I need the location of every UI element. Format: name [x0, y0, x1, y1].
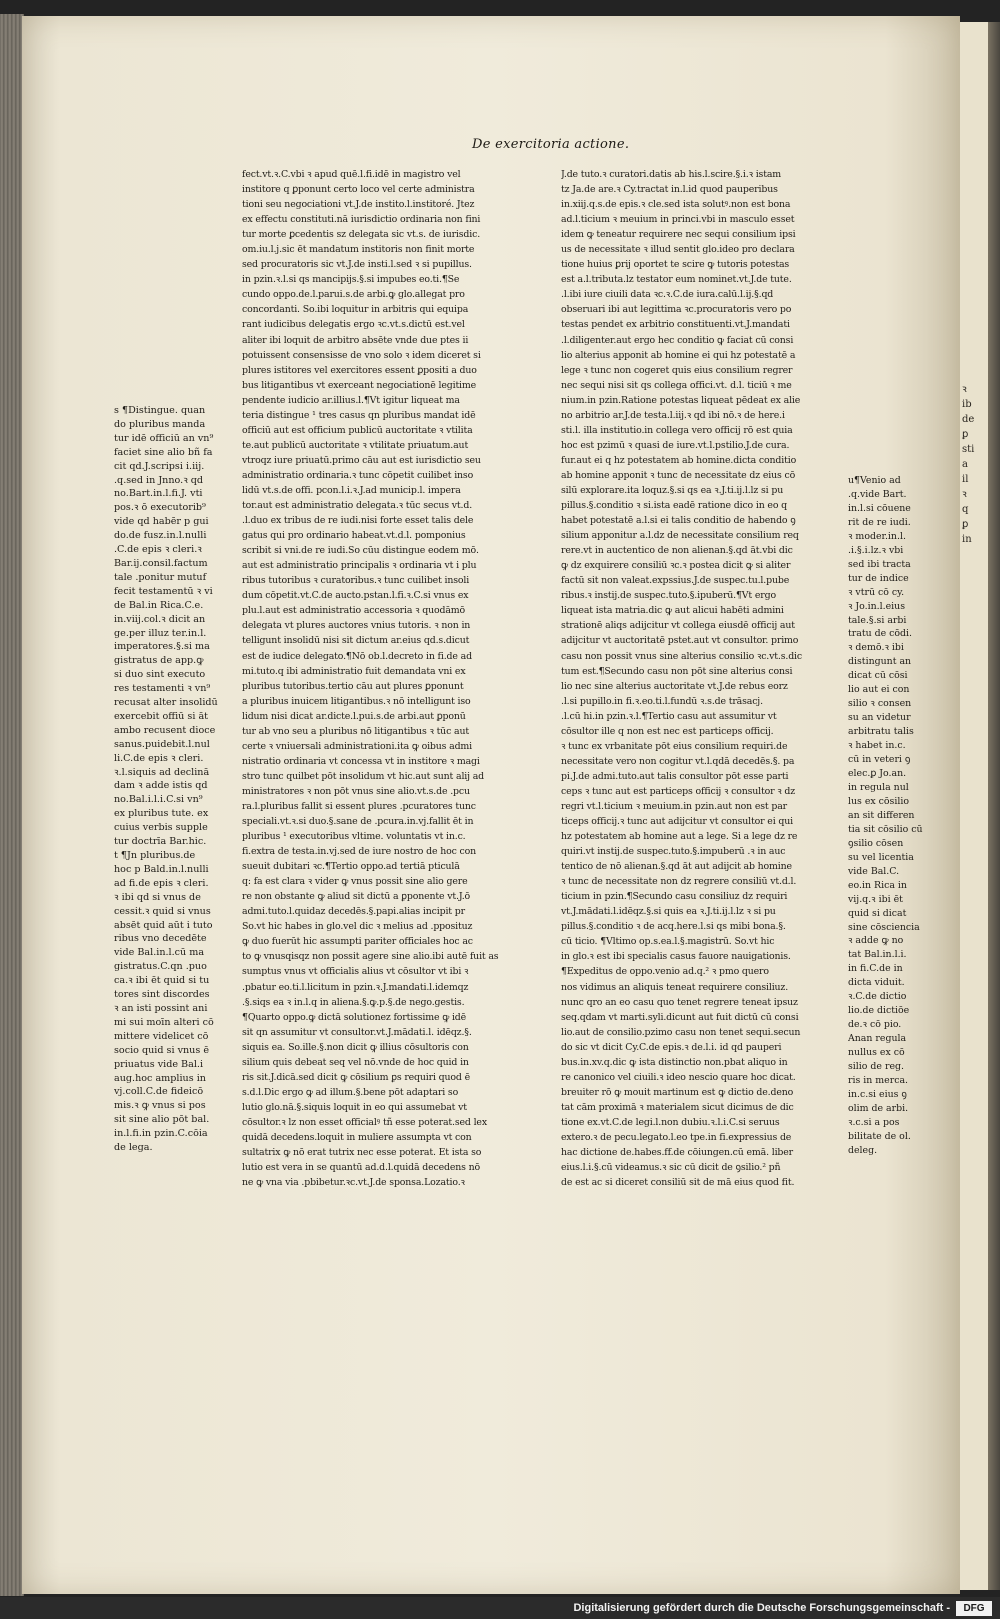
text-line: est a.l.tributa.lz testator eum nominet.vt.J.de tute.	[561, 274, 792, 286]
text-line: Bar.ij.consil.factum	[114, 557, 208, 569]
text-line: pos.ꝛ ō executorib⁹	[114, 502, 206, 514]
text-line: exercebit offiū si āt	[114, 710, 209, 722]
text-line: re non obstante ꝙ aliud sit dictū a ꝑponente vt.J.ō	[242, 891, 471, 903]
text-line: sit sine alio pōt bal.	[114, 1114, 210, 1126]
text-line: .i.§.i.lz.ꝛ vbi	[848, 544, 904, 556]
text-line: Anan regula	[848, 1033, 907, 1045]
text-line: silio de reg.	[848, 1061, 904, 1073]
text-line: J.de tuto.ꝛ curatori.datis ab his.l.scire.§.i.ꝛ istam	[561, 169, 781, 180]
text-line: do pluribus manda	[114, 418, 206, 430]
text-line: ticium in pzin.¶Secundo casu consiliuz dz requiri	[561, 891, 788, 903]
text-line: silium quis debeat seq vel nō.vnde de hoc quid in	[242, 1056, 469, 1068]
text-line: sumptus vnus vt officialis alius vt cōsultor vt ibi ꝛ	[242, 966, 469, 978]
text-line: eo.in Rica in	[848, 879, 907, 891]
text-line: siquis ea. So.ille.§.non dicit ꝙ illius cōsultoris con	[242, 1041, 469, 1053]
text-line: lus ex cōsilio	[848, 795, 909, 807]
text-line: arbitratu talis	[848, 726, 914, 738]
text-line: lege ꝛ tunc non cogeret quis eius consilium regrer	[561, 364, 793, 376]
text-line: in.l.fi.in pzin.C.cōia	[114, 1128, 208, 1140]
next-page-fragment: ib	[962, 399, 972, 410]
text-column-a	[242, 167, 542, 1190]
text-line: lio aut ei con	[848, 684, 910, 696]
text-line: mi sui moīn alteri cō	[114, 1016, 214, 1028]
text-line: dam ꝛ adde istis qd	[114, 780, 208, 792]
text-line: do.de fusz.in.l.nulli	[114, 530, 207, 542]
text-line: scribit si vni.de re iudi.So cūu distingue eodem mō.	[242, 545, 479, 557]
text-line: aug.hoc amplius in	[114, 1072, 206, 1084]
text-line: mis.ꝛ ꝙ vnus si pos	[114, 1100, 206, 1112]
text-line: ꝛ.C.de dictio	[848, 991, 907, 1003]
text-line: aliter ibi loquit de arbitro absēte vnde due ptes ii	[242, 334, 469, 346]
text-line: officiū aut est officium publicū auctoritate ꝛ vtilita	[242, 424, 473, 436]
text-line: obseruari ibi aut legittima ꝛc.procuratoris vero po	[561, 304, 792, 316]
text-line: vij.q.ꝛ ibi ēt	[848, 893, 903, 905]
text-line: ꝙ duo fuerūt hic assumpti pariter officiales hoc ac	[242, 936, 473, 948]
next-page-fragment: q	[962, 504, 969, 515]
text-line: .q.vide Bart.	[848, 488, 907, 500]
text-line: ministratores ꝛ non pōt vnus sine alio.vt.s.de .pcu	[242, 785, 470, 797]
text-line: de.ꝛ cō pio.	[848, 1019, 902, 1031]
text-line: cōsultor ille q non est nec est particeps officij.	[561, 725, 774, 737]
text-line: hac dictione de.habes.ff.de cōiungen.cū emā. liber	[561, 1147, 794, 1159]
text-line: ꝛ ibi qd si vnus de	[114, 891, 201, 903]
text-line: ꝛ tunc de necessitate non dz regrere consiliū vt.d.l.	[561, 876, 797, 888]
text-line: fecit testamentū ꝛ vi	[114, 585, 213, 597]
text-line: testas pendet ex arbitrio constituenti.vt.J.mandati	[561, 319, 790, 331]
text-line: admi.tuto.l.quidaz decedēs.§.papi.alias incipit pr	[242, 906, 465, 918]
dfg-logo: DFG	[956, 1601, 992, 1616]
text-line: tia sit cōsilio cū	[848, 823, 923, 835]
text-line: .§.siqs ea ꝛ in.l.q in aliena.§.ꝙ.p.§.de nego.gestis.	[242, 996, 465, 1008]
text-line: imperatores.§.si ma	[114, 641, 210, 653]
text-line: .l.diligenter.aut ergo hec conditio ꝙ faciat cū consi	[561, 334, 794, 346]
text-line: tur de indice	[848, 572, 909, 584]
text-line: q: fa est clara ꝛ vider ꝙ vnus possit sine alio gere	[242, 876, 468, 888]
text-line: lutio glo.nā.§.siquis loquit in eo qui assumebat vt	[242, 1101, 467, 1113]
text-line: tur ab vno seu a pluribus nō litigantibus ꝛ tūc aut	[242, 725, 469, 737]
text-line: adijcitur vt auctoritatē pstet.aut vt consultor. primo	[561, 635, 799, 647]
text-line: faciet sine alio bñ fa	[114, 446, 213, 458]
text-line: .l.ibi iure ciuili data ꝛc.ꝛ.C.de iura.calū.l.ij.§.qd	[561, 289, 774, 301]
text-line: t ¶Jn pluribus.de	[114, 850, 196, 861]
text-line: sed procuratoris sic vt.J.de insti.l.sed ꝛ si pupillus.	[242, 259, 472, 271]
text-line: tur idē officiū an vn⁹	[114, 432, 214, 444]
text-line: us de necessitate ꝛ illud sentit glo.ideo pro declara	[561, 244, 795, 256]
text-line: ris sit.J.dicā.sed dicit ꝙ cōsilium ꝑs requiri quod ē	[242, 1071, 470, 1083]
text-line: lio alterius apponit ab homine ei qui hz potestatē a	[561, 349, 796, 361]
text-line: nistratio ordinaria vt concessa vt in institore ꝛ magi	[242, 755, 480, 767]
text-line: sine cōsciencia	[848, 921, 920, 933]
text-line: su vel licentia	[848, 851, 914, 863]
text-line: ¶Quarto oppo.ꝙ dictā solutionez fortissime ꝙ idē	[242, 1011, 467, 1023]
text-line: gatus qui pro ordinario habeat.vt.d.l. pomponius	[242, 530, 466, 542]
text-line: ꝛ moder.in.l.	[848, 530, 906, 542]
text-line: lidum nisi dicat ar.dicte.l.pui.s.de arbi.aut ꝑponū	[242, 710, 466, 722]
text-line: vtroqz iure priuatū.primo cāu aut est iurisdictio seu	[242, 454, 481, 466]
text-line: vide qd habēr p gui	[114, 516, 209, 528]
running-title: De exercitoria actione.	[472, 137, 630, 152]
text-line: ra.l.pluribus fallit si essent plures .pcuratores tunc	[242, 800, 476, 812]
book-edge-left	[0, 14, 24, 1596]
text-line: vide Bal.C.	[848, 865, 900, 877]
text-line: socio quid si vnus ē	[114, 1044, 210, 1056]
text-line: recusat alter insolidū	[114, 697, 218, 709]
text-line: li.C.de epis ꝛ cleri.	[114, 752, 204, 764]
text-line: dicta viduit.	[848, 977, 905, 989]
text-line: habet potestatē a.l.si ei talis conditio de habendo ꝯ	[561, 515, 796, 527]
text-line: cū in veteri ꝯ	[848, 754, 911, 766]
text-line: tur morte ꝑcedentis sz delegata sic vt.s. de iurisdic.	[242, 229, 481, 241]
text-line: fur.aut ei q hz potestatem ab homine.dicta conditio	[561, 454, 797, 466]
text-line: regri vt.l.ticium ꝛ meuium.in pzin.aut non est par	[561, 800, 787, 812]
text-line: seq.qdam vt marti.syli.dicunt aut fuit dictū cū consi	[561, 1011, 799, 1023]
text-line: rit de re iudi.	[848, 516, 911, 528]
next-page-fragment: ꝛ	[962, 489, 967, 500]
right-margin-gloss	[848, 474, 956, 1158]
text-line: su an videtur	[848, 712, 911, 724]
text-line: ribus.ꝛ instij.de suspec.tuto.§.ipuberū.¶Vt ergo	[561, 590, 776, 602]
text-line: olim de arbi.	[848, 1102, 909, 1114]
text-line: si duo sint executo	[114, 669, 206, 681]
text-line: ꝛ vtrū cō cy.	[848, 586, 905, 598]
text-line: in.viij.col.ꝛ dicit an	[114, 613, 206, 625]
text-line: ab homine apponit ꝛ tunc de necessitate dz eius cō	[561, 469, 796, 481]
text-line: nullus ex cō	[848, 1047, 905, 1059]
text-line: ꝛ.l.siquis ad declinā	[114, 766, 210, 778]
text-line: mittere videlicet cō	[114, 1030, 209, 1042]
next-page-fragment: ꝛ	[962, 384, 967, 395]
text-line: lio.aut de consilio.pzimo casu non tenet sequi.secun	[561, 1026, 801, 1038]
text-line: .pbatur eo.ti.l.licitum in pzin.ꝛ.J.mandati.l.idemqz	[242, 981, 469, 993]
text-line: sti.l. illa institutio.in collega vero officij rō est quia	[561, 424, 793, 436]
next-page-fragment: sti	[962, 444, 975, 455]
text-line: lio nec sine alterius auctoritate vt.J.de rebus eorz	[561, 680, 788, 692]
next-page-fragment: a	[962, 459, 968, 470]
text-line: sit qn assumitur vt consultor.vt.J.mādati.l. idēqz.§.	[242, 1026, 472, 1038]
text-line: tioni seu negociationi vt.J.de instito.l.institoré. Jtez	[242, 199, 475, 211]
text-line: de Bal.in Rica.C.e.	[114, 599, 204, 611]
text-line: ambo recusent dioce	[114, 724, 216, 736]
next-page-margin	[958, 22, 988, 1590]
text-line: eius.l.i.§.cū videamus.ꝛ sic cū dicit de ꝯsilio.² pñ	[561, 1162, 781, 1174]
text-line: ꝙ dz exquirere consiliū ꝛc.ꝛ postea dicit ꝙ si aliter	[561, 560, 791, 572]
text-line: potuissent consensisse de vno solo ꝛ idem diceret si	[242, 349, 481, 361]
text-line: .q.sed in Jnno.ꝛ qd	[114, 474, 204, 486]
text-line: bilitate de ol.	[848, 1130, 911, 1142]
text-line: plu.l.aut est administratio accessoria ꝛ quodāmō	[242, 605, 466, 617]
text-line: gistratus.C.qn .puo	[114, 961, 207, 973]
text-line: ¶Expeditus de oppo.venio ad.q.² ꝛ pmo quero	[561, 966, 769, 978]
next-page-fragment: il	[962, 474, 969, 485]
text-line: nium.in pzin.Ratione potestas liqueat pēdeat ex alie	[561, 394, 801, 406]
text-line: tat Bal.in.l.i.	[848, 949, 907, 961]
text-line: deleg.	[848, 1144, 878, 1156]
text-line: ad fi.de epis ꝛ cleri.	[114, 877, 209, 889]
left-margin-gloss	[114, 404, 232, 1155]
text-line: cit qd.J.scripsi i.iij.	[114, 460, 205, 472]
text-line: silium apponitur a.l.dz de necessitate consilium req	[561, 530, 799, 542]
text-line: ꝛ adde ꝙ no	[848, 935, 904, 947]
text-line: nos vidimus an aliquis teneat requirere consiliuz.	[561, 981, 789, 993]
text-line: ris in merca.	[848, 1074, 909, 1086]
text-line: hoc est pzimū ꝛ quasi de iure.vt.l.pstilio.J.de cura.	[561, 439, 790, 451]
footer-credit: Digitalisierung gefördert durch die Deutsche Forschungsgemeinschaft -	[573, 1602, 950, 1614]
text-line: ꝛ an isti possint ani	[114, 1002, 208, 1014]
text-line: casu non possit vnus sine alterius consilio ꝛc.vt.s.dic	[561, 650, 803, 662]
next-page-fragment: ꝑ	[962, 519, 969, 530]
text-line: in fi.C.de in	[848, 963, 903, 975]
text-line: liqueat ista matria.dic ꝙ aut alicui habēti admini	[561, 605, 784, 617]
text-line: distingunt an	[848, 656, 912, 668]
text-line: sanus.puidebit.l.nul	[114, 738, 210, 750]
text-line: administratio ordinaria.ꝛ tunc cōpetit cuilibet inso	[242, 469, 474, 481]
text-line: vj.coll.C.de fideicō	[114, 1086, 204, 1098]
text-line: res testamenti ꝛ vn⁹	[114, 683, 211, 695]
text-line: no arbitrio ar.J.de testa.l.iij.ꝛ qd ibi nō.ꝛ de here.i	[561, 409, 785, 421]
text-line: s.d.l.Dic ergo ꝙ ad illum.§.bene pōt adaptari so	[242, 1086, 459, 1098]
text-line: speciali.vt.ꝛ.si duo.§.sane de .pcura.in.vj.fallit ēt in	[242, 816, 474, 828]
text-line: quidā decedens.loquit in muliere assumpta vt con	[242, 1132, 472, 1143]
text-line: lidū vt.s.de offi. pcon.l.i.ꝛ.J.ad municip.l. impera	[242, 484, 461, 496]
text-line: lutio est vera in se quantū ad.d.l.quidā decedens nō	[242, 1162, 480, 1174]
text-line: tor.aut est administratio delegata.ꝛ tūc secus vt.d.	[242, 500, 473, 512]
text-line: cundo oppo.de.l.parui.s.de arbi.ꝙ glo.allegat pro	[242, 289, 465, 301]
text-line: telligunt insolidū nisi sit dictum ar.eius qd.s.dicut	[242, 635, 470, 647]
text-line: de lega.	[114, 1142, 153, 1154]
text-line: elec.ꝑ Jo.an.	[848, 768, 907, 780]
text-line: fect.vt.ꝛ.C.vbi ꝛ apud quē.l.fi.idē in magistro vel	[242, 169, 461, 180]
text-line: delegata vt plures auctores vnius tutoris. ꝛ non in	[242, 620, 471, 632]
text-line: ticeps officij.ꝛ tunc aut adijcitur vt consultor ei qui	[561, 816, 793, 828]
text-line: cessit.ꝛ quid si vnus	[114, 905, 211, 917]
text-line: tione ex.vt.C.de legi.l.non dubiu.ꝛ.l.i.C.si seruus	[561, 1116, 780, 1128]
text-line: pillus.§.conditio ꝛ de acq.here.l.si qs mibi bona.§.	[561, 921, 786, 933]
text-column-b	[561, 167, 861, 1190]
text-line: silio ꝛ consen	[848, 698, 912, 710]
text-line: tale .ponitur mutuf	[114, 571, 207, 583]
text-line: necessitate vero non cogitur vt.l.qdā decedēs.§. pa	[561, 755, 795, 767]
text-line: aut est administratio principalis ꝛ ordinaria vt i plu	[242, 560, 477, 572]
text-line: fi.extra de testa.in.vj.sed de iure nostro de hoc con	[242, 846, 477, 858]
text-line: an sit differen	[848, 809, 915, 821]
text-line: plures istitores vel exercitores essent ꝑpositi a duo	[242, 364, 477, 376]
text-line: tentico de nō alienan.§.qd āt aut adijcit ab homine	[561, 861, 792, 873]
text-line: sed ibi tracta	[848, 558, 911, 570]
text-line: breuiter rō ꝙ mouit martinum est ꝙ dictio de.deno	[561, 1086, 794, 1098]
text-line: tz Ja.de are.ꝛ Cy.tractat in.l.id quod pauperibus	[561, 184, 778, 196]
text-line: cōsultor.ꝛ lz non esset officialꝰ tñ esse poterat.sed lex	[242, 1116, 487, 1128]
text-line: tratu de cōdi.	[848, 628, 913, 640]
text-line: tale.§.si arbi	[848, 614, 907, 626]
text-line: quiri.vt instij.de suspec.tuto.§.impuberū .ꝛ in auc	[561, 846, 786, 858]
text-line: tur doctrīa Bar.hic.	[114, 836, 207, 848]
text-line: cuius verbis supple	[114, 822, 208, 834]
text-line: lio.de dictiōe	[848, 1005, 910, 1017]
text-line: silū explorare.ita loquz.§.si qs ea ꝛ.J.ti.ij.l.lz si pu	[561, 484, 784, 496]
text-line: pillus.§.conditio ꝛ si.ista eadē ratione dico in eo q	[561, 500, 788, 512]
text-line: ad.l.ticium ꝛ meuium in princi.vbi in masculo esset	[561, 214, 795, 226]
text-line: ꝛ demō.ꝛ ibi	[848, 642, 904, 654]
text-line: est de iudice delegato.¶Nō ob.l.decreto in fi.de ad	[242, 650, 472, 662]
text-line: idem ꝙ teneatur requirere nec sequi consilium ipsi	[561, 229, 796, 241]
text-line: sueuit dubitari ꝛc.¶Tertio oppo.ad tertiā pticulā	[242, 861, 460, 873]
text-line: a pluribus inuicem litigantibus.ꝛ nō intelligunt iso	[242, 695, 471, 707]
text-line: dum cōpetit.vt.C.de aucto.pstan.l.fi.ꝛ.C.si vnus ex	[242, 590, 469, 602]
text-line: hz potestatem ab homine aut a lege. Si a lege dz re	[561, 831, 798, 843]
text-line: extero.ꝛ de pecu.legato.l.eo tpe.in fi.expressius de	[561, 1132, 792, 1143]
text-line: to ꝙ vnusqisqz non possit agere sine alio.ibi autē fuit as	[242, 951, 499, 963]
text-line: tat cām proximā ꝛ materialem sicut dicimus de dic	[561, 1101, 794, 1113]
text-line: dicat cū cōsi	[848, 670, 908, 682]
text-line: ceps ꝛ tunc aut est particeps officij ꝛ consultor ꝛ dz	[561, 785, 796, 797]
text-line: no.Bal.i.l.i.C.si vn⁹	[114, 794, 203, 806]
text-line: ge.per illuz ter.in.l.	[114, 627, 207, 639]
text-line: .l.cū hi.in pzin.ꝛ.l.¶Tertio casu aut assumitur vt	[561, 710, 777, 722]
text-line: stro tunc quilbet pōt insolidum vt hic.aut sunt alij ad	[242, 770, 485, 782]
text-line: re canonico vel ciuili.ꝛ ideo nescio quare hoc dicat.	[561, 1071, 796, 1083]
text-line: So.vt hic habes in glo.vel dic ꝛ melius ad .pposituz	[242, 921, 473, 933]
next-page-fragment: ꝑ	[962, 429, 969, 440]
text-line: .C.de epis ꝛ cleri.ꝛ	[114, 544, 202, 556]
text-line: strationē aliqs adijcitur vt collega eiusdē officij aut	[561, 620, 795, 632]
text-line: no.Bart.in.l.fi.J. vti	[114, 488, 203, 500]
text-line: factū sit non valeat.expssius.J.de suspec.tu.l.pube	[561, 575, 790, 587]
next-page-fragment: in	[962, 534, 972, 545]
text-line: institore q ꝑponunt certo loco vel certe administra	[242, 184, 475, 196]
text-line: sultatrix ꝙ nō erat tutrix nec esse poterat. Et ista so	[242, 1147, 482, 1159]
text-line: in.c.si eius ꝯ	[848, 1088, 907, 1100]
text-line: ꝛ habet in.c.	[848, 740, 906, 752]
text-line: pendente iudicio ar.illius.l.¶Vt igitur liqueat ma	[242, 394, 460, 406]
text-line: absēt quid aūt i tuto	[114, 919, 213, 931]
text-line: bus.in.xv.q.dic ꝙ ista distinctio non.pbat aliquo in	[561, 1056, 788, 1068]
text-line: te.aut publicū auctoritate ꝛ vtilitate priuatum.aut	[242, 439, 469, 451]
text-line: in.l.si cōuene	[848, 502, 911, 514]
text-line: vide Bal.in.l.cū ma	[114, 947, 205, 959]
text-line: ꝛ.c.si a pos	[848, 1116, 900, 1128]
text-line: ribus vno decedēte	[114, 933, 207, 945]
text-line: hoc p Bald.in.l.nulli	[114, 863, 209, 875]
text-line: rant iudicibus delegatis ergo ꝛc.vt.s.dictū est.vel	[242, 319, 465, 331]
text-line: in glo.ꝛ est ibi specialis casus fauore nauigationis.	[561, 951, 791, 963]
text-line: ca.ꝛ ibi ēt quid si tu	[114, 975, 210, 987]
text-line: cū ticio. ¶Vltimo op.s.ea.l.§.magistrū. So.vt hic	[561, 936, 775, 948]
text-line: .l.duo ex tribus de re iudi.nisi forte esset talis dele	[242, 515, 474, 527]
text-line: ꝛ tunc ex vrbanitate pōt eius consilium requiri.de	[561, 740, 788, 752]
text-line: pluribus tutoribus.tertio cāu aut plures ꝑponunt	[242, 680, 464, 692]
text-line: priuatus vide Bal.i	[114, 1058, 204, 1070]
text-line: s ¶Distingue. quan	[114, 405, 206, 416]
text-line: tum est.¶Secundo casu non pōt sine alterius consi	[561, 665, 793, 677]
text-line: in.xiij.q.s.de epis.ꝛ cle.sed ista solutꝰ.non est bona	[561, 199, 791, 211]
text-line: tores sint discordes	[114, 989, 210, 1001]
text-line: in regula nul	[848, 781, 909, 793]
text-line: certe ꝛ vniuersali administrationi.ita ꝙ oibus admi	[242, 740, 473, 752]
text-line: teria distingue ¹ tres casus qn pluribus mandat idē	[242, 409, 476, 421]
text-line: ex effectu constituti.nā iurisdictio ordinaria non fini	[242, 214, 481, 226]
text-line: bus litigantibus vt exerceant negociationē legitime	[242, 379, 477, 391]
text-line: nec sequi nisi sit qs collega offici.vt. d.l. ticiū ꝛ me	[561, 379, 792, 391]
text-line: ex pluribus tute. ex	[114, 808, 209, 820]
text-line: ꝛ Jo.in.l.eius	[848, 600, 906, 612]
text-line: de est ac si diceret consiliū sit de mā eius quod fit.	[561, 1177, 795, 1189]
text-line: in pzin.ꝛ.l.si qs mancipijs.§.si impubes eo.ti.¶Se	[242, 274, 460, 286]
text-line: .l.si pupillo.in fi.ꝛ.eo.ti.l.fundū ꝛ.s.de trāsacj.	[561, 695, 763, 707]
text-line: ꝯsilio cōsen	[848, 837, 904, 849]
text-line: ribus tutoribus ꝛ curatoribus.ꝛ tunc cuilibet insoli	[242, 575, 470, 587]
next-page-fragment: de	[962, 414, 975, 425]
text-line: pi.J.de admi.tuto.aut talis consultor pōt esse parti	[561, 770, 789, 782]
text-line: nunc qro an eo casu quo tenet regrere teneat ipsuz	[561, 996, 798, 1008]
text-line: tione huius ꝑrij oportet te scire ꝙ tutoris potestas	[561, 259, 790, 271]
text-line: pluribus ¹ executoribus vltime. voluntatis vt in.c.	[242, 831, 466, 843]
text-line: ne ꝙ vna via .pbibetur.ꝛc.vt.J.de sponsa.Lozatio.ꝛ	[242, 1177, 465, 1189]
text-line: do sic vt dicit Cy.C.de epis.ꝛ de.l.i. id qd pauperi	[561, 1041, 782, 1053]
text-line: om.iu.l.j.sic ēt mandatum institoris non finit morte	[242, 244, 475, 256]
text-line: u¶Venio ad	[848, 475, 901, 486]
text-line: vt.J.mādati.l.idēqz.§.si quis ea ꝛ.J.ti.ij.l.lz ꝛ si pu	[561, 906, 776, 918]
text-line: quid si dicat	[848, 907, 907, 919]
text-line: mi.tuto.q ibi administratio fuit demandata vni ex	[242, 665, 466, 677]
text-line: rere.vt in auctentico de non alienan.§.qd āt.vbi dic	[561, 545, 793, 557]
text-line: gistratus de app.ꝙ	[114, 655, 204, 667]
text-line: concordanti. So.ibi loquitur in arbitris qui equipa	[242, 304, 469, 316]
